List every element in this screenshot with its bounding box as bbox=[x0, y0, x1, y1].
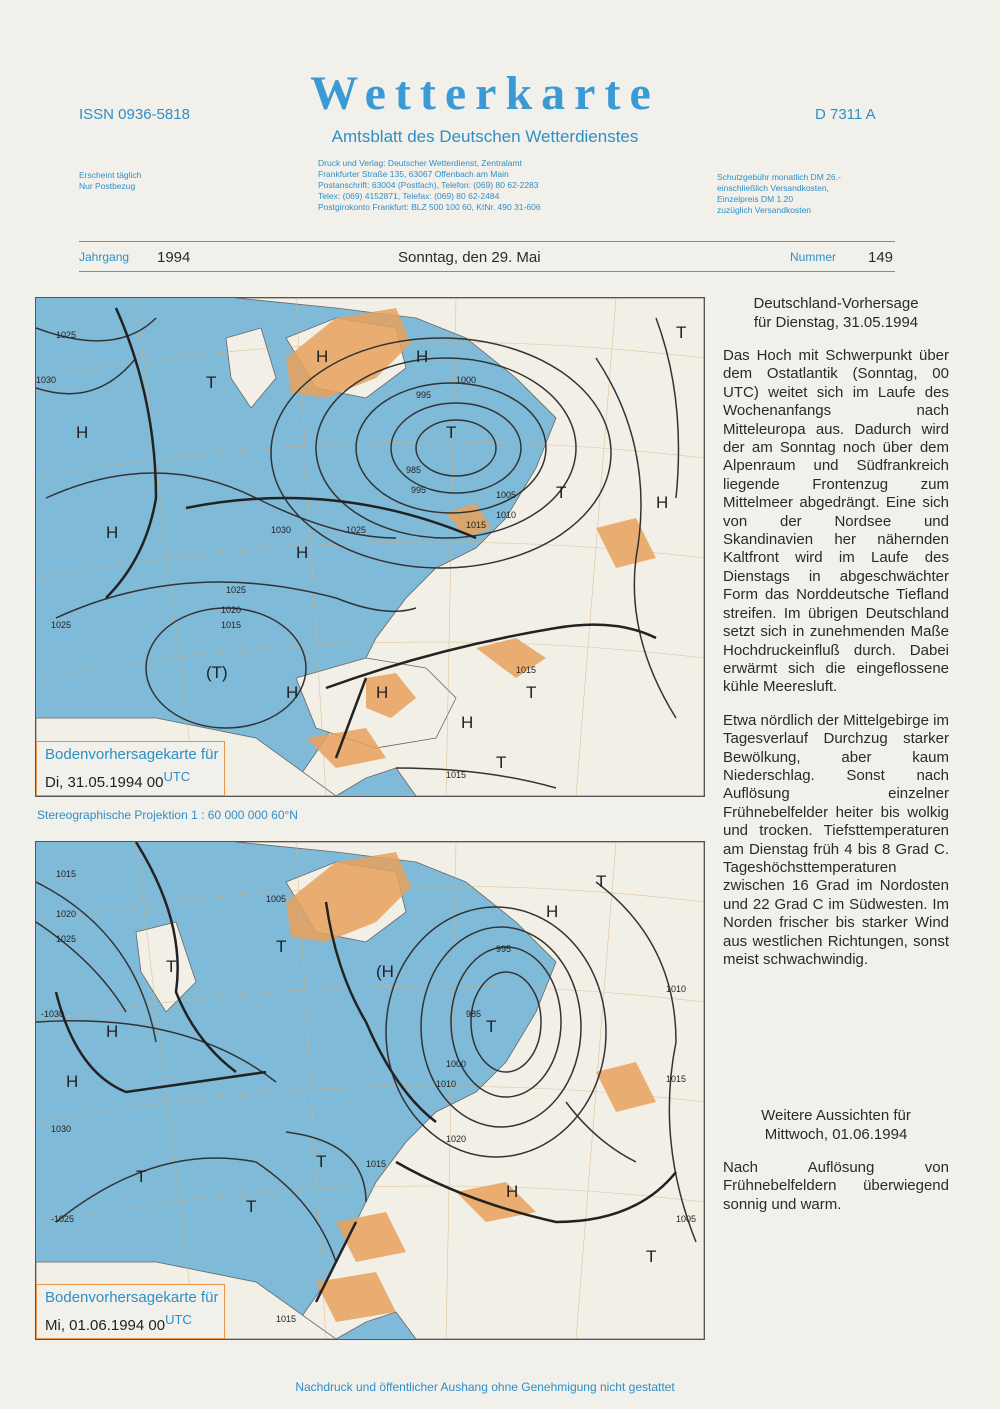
svg-text:T: T bbox=[276, 937, 287, 956]
info-line: Schutzgebühr monatlich DM 26.- bbox=[717, 172, 841, 182]
weather-map-graphic bbox=[36, 842, 704, 1339]
svg-text:-1025: -1025 bbox=[51, 1214, 75, 1224]
svg-text:T: T bbox=[166, 957, 177, 976]
svg-text:H: H bbox=[296, 543, 309, 562]
svg-text:T: T bbox=[556, 483, 567, 502]
info-line: Nur Postbezug bbox=[79, 181, 136, 191]
svg-text:H: H bbox=[76, 423, 89, 442]
price-info bbox=[717, 172, 841, 216]
svg-text:1010: 1010 bbox=[436, 1079, 457, 1089]
map-caption-title: Bodenvorhersagekarte für bbox=[45, 746, 219, 763]
svg-text:1000: 1000 bbox=[446, 1059, 467, 1069]
svg-text:1020: 1020 bbox=[446, 1134, 467, 1144]
svg-text:1025: 1025 bbox=[56, 934, 77, 944]
year-value: 1994 bbox=[157, 249, 191, 266]
svg-text:H: H bbox=[66, 1072, 79, 1091]
svg-text:H: H bbox=[461, 713, 474, 732]
svg-text:1025: 1025 bbox=[226, 585, 247, 595]
svg-text:(H: (H bbox=[376, 962, 394, 981]
svg-text:1030: 1030 bbox=[36, 375, 57, 385]
svg-text:1015: 1015 bbox=[446, 770, 467, 780]
info-line: zuzüglich Versandkosten bbox=[717, 205, 812, 215]
svg-text:H: H bbox=[376, 683, 389, 702]
info-line: Frankfurter Straße 135, 63067 Offenbach am Main bbox=[318, 169, 509, 179]
svg-text:1015: 1015 bbox=[276, 1314, 297, 1324]
svg-text:1025: 1025 bbox=[56, 330, 77, 340]
svg-text:H: H bbox=[106, 523, 119, 542]
svg-text:H: H bbox=[316, 347, 329, 366]
svg-text:T: T bbox=[446, 423, 457, 442]
svg-text:1005: 1005 bbox=[266, 894, 287, 904]
info-line: Druck und Verlag: Deutscher Wetterdienst, Zentralamt bbox=[318, 158, 522, 168]
svg-text:T: T bbox=[676, 323, 687, 342]
info-line: Postanschrift: 63004 (Postfach), Telefon: (069) 80 62-2283 bbox=[318, 180, 539, 190]
top-rule bbox=[79, 241, 895, 242]
svg-text:1015: 1015 bbox=[221, 620, 242, 630]
forecast-paragraph-details: Etwa nördlich der Mittelgebirge im Tagesverlauf Durchzug starker Bewölkung, aber kaum Niederschlag. Sonst nach Auflösung einzelner Frühnebelfelder heiter bis wolkig und trocken. Tiefsttemperaturen am Dienstag früh 4 bis 8 Grad C. Tageshöchsttemperaturen zwischen 16 Grad im Nordosten und 22 Grad C im Südwesten. Im Norden frischer bis starker Wind aus westlichen Richtungen, sonst meist schwachwindig. bbox=[723, 711, 949, 968]
svg-text:T: T bbox=[246, 1197, 257, 1216]
forecast-paragraph-synopsis: Das Hoch mit Schwerpunkt über dem Ostatlantik (Sonntag, 00 UTC) weitet sich im Laufe des Wochenanfangs nach Mitteleuropa aus. Dadurch wird der am Sonntag noch über dem Alpenraum und Südfrankreich liegende Frontenzug zum Mittelmeer abgedrängt. Eine sich von der Nordsee und Skandinavien her nähernden Kaltfront wird im Laufe des Dienstags in abgeschwächter Form das Norddeutsche Tiefland streifen. Im übrigen Deutschland setzt sich in zunehmenden Maße Hochdruckeinfluß durch. Dabei erwärmt sich die eingeflossene kühle Meeresluft. bbox=[723, 347, 949, 696]
masthead-title: Wetterkarte bbox=[310, 67, 660, 120]
svg-text:H: H bbox=[106, 1022, 119, 1041]
map-caption-date bbox=[45, 769, 218, 791]
map-caption-date bbox=[45, 1312, 218, 1334]
weather-map-graphic bbox=[36, 298, 704, 796]
outlook-heading-line2: Mittwoch, 01.06.1994 bbox=[764, 1126, 908, 1143]
publication-info-left bbox=[79, 170, 141, 192]
info-line: Erscheint täglich bbox=[79, 170, 142, 180]
svg-text:1010: 1010 bbox=[496, 510, 517, 520]
svg-text:H: H bbox=[416, 347, 429, 366]
svg-text:1010: 1010 bbox=[666, 984, 687, 994]
svg-text:T: T bbox=[596, 872, 607, 891]
map-caption-title: Bodenvorhersagekarte für bbox=[45, 1289, 219, 1306]
copyright-footer: Nachdruck und öffentlicher Aushang ohne Genehmigung nicht gestattet bbox=[295, 1380, 675, 1394]
info-line: Postgirokonto Frankfurt: BLZ 500 100 60, KtNr. 490 31-606 bbox=[318, 202, 541, 212]
svg-text:1020: 1020 bbox=[56, 909, 77, 919]
svg-text:H: H bbox=[286, 683, 299, 702]
svg-text:H: H bbox=[656, 493, 669, 512]
svg-text:H: H bbox=[506, 1182, 519, 1201]
forecast-heading-line2: für Dienstag, 31.05.1994 bbox=[753, 314, 919, 331]
svg-text:1025: 1025 bbox=[346, 525, 367, 535]
svg-text:T: T bbox=[496, 753, 507, 772]
svg-text:995: 995 bbox=[411, 485, 427, 495]
svg-text:1015: 1015 bbox=[466, 520, 487, 530]
svg-text:T: T bbox=[206, 373, 217, 392]
svg-text:985: 985 bbox=[466, 1009, 482, 1019]
outlook-heading-line1: Weitere Aussichten für bbox=[761, 1107, 911, 1124]
svg-text:H: H bbox=[546, 902, 559, 921]
masthead-subtitle: Amtsblatt des Deutschen Wetterdienstes bbox=[331, 127, 639, 146]
svg-text:995: 995 bbox=[416, 390, 432, 400]
forecast-germany bbox=[723, 294, 949, 969]
year-label: Jahrgang bbox=[79, 250, 130, 264]
svg-text:1015: 1015 bbox=[56, 869, 77, 879]
svg-text:1020: 1020 bbox=[221, 605, 242, 615]
map-date-text: Mi, 01.06.1994 00 bbox=[45, 1317, 166, 1334]
svg-text:1025: 1025 bbox=[51, 620, 72, 630]
projection-note: Stereographische Projektion 1 : 60 000 000 60°N bbox=[37, 808, 298, 822]
map-date-unit: UTC bbox=[163, 769, 191, 784]
svg-text:-1030: -1030 bbox=[41, 1009, 65, 1019]
forecast-map-tuesday bbox=[35, 297, 705, 797]
issue-date: Sonntag, den 29. Mai bbox=[398, 249, 541, 266]
svg-text:1000: 1000 bbox=[456, 375, 477, 385]
svg-text:(T): (T) bbox=[206, 663, 228, 682]
map-caption-box bbox=[36, 1284, 225, 1339]
map-caption-box bbox=[36, 741, 225, 796]
svg-text:1015: 1015 bbox=[516, 665, 537, 675]
publisher-info bbox=[318, 158, 541, 213]
svg-text:995: 995 bbox=[496, 944, 512, 954]
number-label: Nummer bbox=[790, 250, 837, 264]
svg-text:1030: 1030 bbox=[51, 1124, 72, 1134]
info-line: Telex: (069) 4152871, Telefax: (069) 80 62-2484 bbox=[318, 191, 500, 201]
info-line: Einzelpreis DM 1.20 bbox=[717, 194, 794, 204]
map-date-unit: UTC bbox=[165, 1312, 192, 1327]
map-date-text: Di, 31.05.1994 00 bbox=[45, 774, 164, 791]
svg-text:T: T bbox=[486, 1017, 497, 1036]
outlook-wednesday bbox=[723, 1106, 949, 1214]
svg-text:1030: 1030 bbox=[271, 525, 292, 535]
svg-text:T: T bbox=[646, 1247, 657, 1266]
number-value: 149 bbox=[868, 249, 894, 266]
issn-number: ISSN 0936-5818 bbox=[79, 106, 190, 123]
svg-text:T: T bbox=[526, 683, 537, 702]
svg-text:1005: 1005 bbox=[676, 1214, 697, 1224]
svg-text:T: T bbox=[136, 1167, 147, 1186]
outlook-paragraph: Nach Auflösung von Frühnebelfeldern überwiegend sonnig und warm. bbox=[723, 1159, 949, 1213]
bottom-rule bbox=[79, 271, 895, 272]
forecast-map-wednesday bbox=[35, 841, 705, 1340]
svg-text:1005: 1005 bbox=[496, 490, 517, 500]
forecast-heading-line1: Deutschland-Vorhersage bbox=[753, 295, 919, 312]
svg-text:985: 985 bbox=[406, 465, 422, 475]
svg-text:1015: 1015 bbox=[666, 1074, 687, 1084]
svg-text:1015: 1015 bbox=[366, 1159, 387, 1169]
info-line: einschließlich Versandkosten, bbox=[717, 183, 829, 193]
postal-code: D 7311 A bbox=[815, 106, 876, 123]
svg-text:T: T bbox=[316, 1152, 327, 1171]
